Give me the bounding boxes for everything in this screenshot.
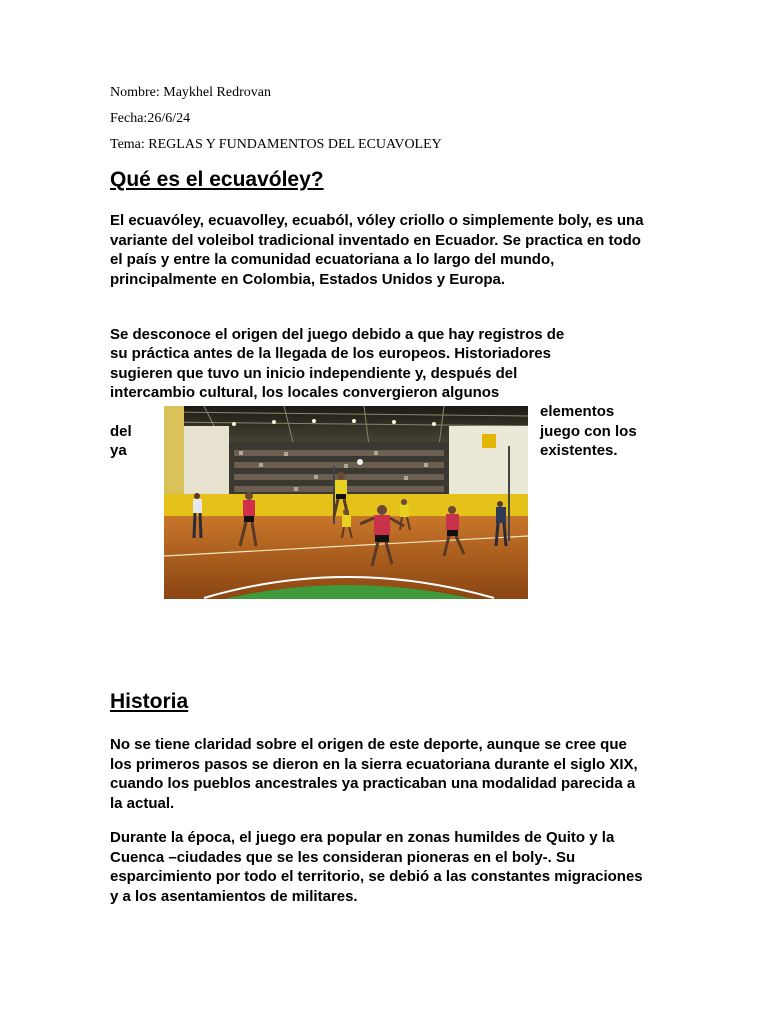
section-heading-what-is: Qué es el ecuavóley?	[110, 168, 324, 191]
wrap-text-right-2: juego con los	[540, 423, 637, 440]
paragraph-origin-line-1: Se desconoce el origen del juego debido a que hay registros de	[110, 326, 565, 343]
date-line: Fecha:26/6/24	[110, 111, 191, 126]
paragraph-origin-line-2: su práctica antes de la llegada de los europeos. Historiadores	[110, 345, 551, 362]
wrap-text-left-2: ya	[110, 442, 127, 459]
wrap-text-right-1: elementos	[540, 403, 615, 420]
wrap-text-left-1: del	[110, 423, 132, 440]
ecuavoley-match-photo	[164, 406, 528, 599]
paragraph-history-2: Durante la época, el juego era popular en zonas humildes de Quito y la Cuenca –ciudades que se les consideran pioneras en el boly-. Su esparcimiento por todo el territorio, se debió a las constantes migraciones y a los asentamientos de militares.	[110, 829, 643, 905]
paragraph-definition: El ecuavóley, ecuavolley, ecuaból, vóley criollo o simplemente boly, es una variante del voleibol tradicional inventado en Ecuador. Se practica en todo el país y entre la comunidad ecuatoriana a lo largo del mundo, principalmente en Colombia, Estados Unidos y Europa.	[110, 212, 644, 288]
section-heading-history: Historia	[110, 690, 189, 713]
wrap-text-right-3: existentes.	[540, 442, 618, 459]
paragraph-history-1: No se tiene claridad sobre el origen de este deporte, aunque se cree que los primeros pasos se dieron en la sierra ecuatoriana durante el siglo XIX, cuando los pueblos ancestrales ya practicaban una modalidad parecida a la actual.	[110, 736, 638, 812]
paragraph-origin-line-3: sugieren que tuvo un inicio independiente y, después del	[110, 365, 518, 382]
paragraph-origin-line-4: intercambio cultural, los locales convergieron algunos	[110, 384, 500, 401]
topic-line: Tema: REGLAS Y FUNDAMENTOS DEL ECUAVOLEY	[110, 137, 442, 152]
name-line: Nombre: Maykhel Redrovan	[110, 85, 271, 100]
